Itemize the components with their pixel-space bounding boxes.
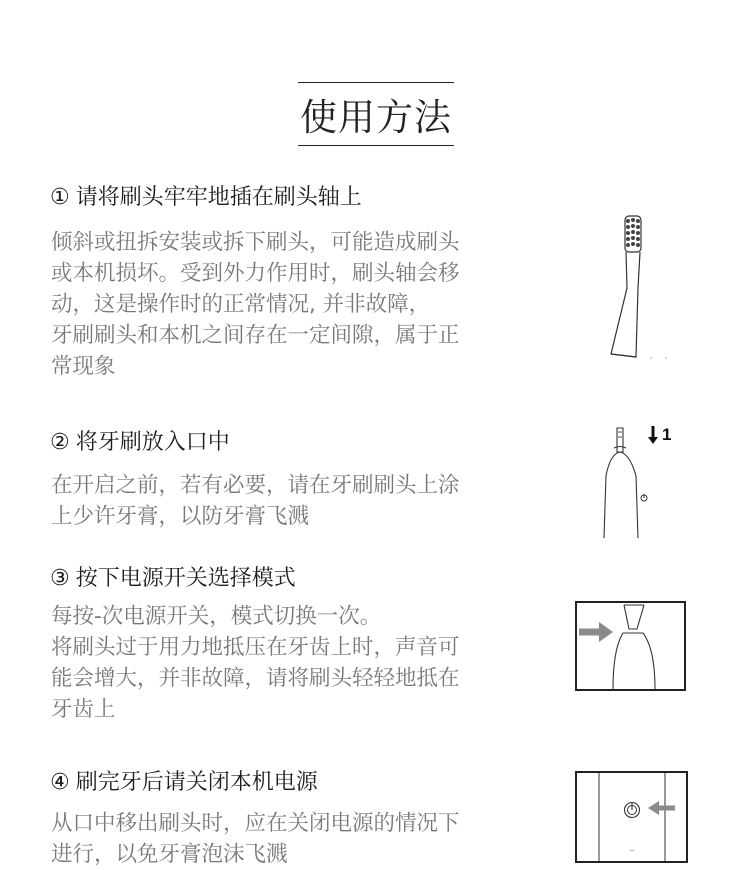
step-3-heading xyxy=(50,561,296,592)
step-4-line: 从口中移出刷头时，应在关闭电源的情况下 xyxy=(51,811,460,836)
step-4-number: ④ xyxy=(50,770,70,795)
step-3-description xyxy=(51,601,556,725)
step-3-line: 将刷头过于用力地抵压在牙齿上时，声音可 xyxy=(51,635,460,660)
step-2-number: ② xyxy=(50,430,70,455)
step-4-title: 刷完牙后请关闭本机电源 xyxy=(75,770,318,795)
page-title: 使用方法 xyxy=(300,96,452,139)
step-1-number: ① xyxy=(50,185,70,210)
arrow-down-icon xyxy=(648,426,658,444)
brush-head-icon xyxy=(596,208,686,368)
step-4-heading xyxy=(50,765,318,796)
step-3-title: 按下电源开关选择模式 xyxy=(75,566,296,591)
step-3-number: ③ xyxy=(50,566,70,591)
step-2-heading xyxy=(50,425,230,456)
step-3-line: 能会增大，并非故障，请将刷头轻轻地抵在 xyxy=(51,666,460,691)
brush-head-illustration xyxy=(596,208,686,368)
power-off-illustration xyxy=(575,771,689,865)
step-1-line: 或本机损坏。受到外力作用时，刷头轴会移 xyxy=(51,261,460,286)
step-4-line: 进行，以免牙膏泡沫飞溅 xyxy=(51,842,288,867)
step-1-description xyxy=(51,227,556,382)
step-3-line: 每按-次电源开关，模式切换一次。 xyxy=(51,604,382,629)
title-box xyxy=(298,82,454,146)
toothbrush-top-icon xyxy=(596,418,686,540)
step-2-line: 在开启之前，若有必要，请在牙刷刷头上涂 xyxy=(51,473,460,498)
mode-switch-illustration xyxy=(575,601,687,693)
step-3-line: 牙齿上 xyxy=(51,697,116,722)
step-2-line: 上少许牙膏，以防牙膏飞溅 xyxy=(51,504,310,529)
step-1-line: 动，这是操作时的正常情况, 并非故障， xyxy=(51,292,431,317)
step-1-line: 牙刷刷头和本机之间存在一定间隙，属于正 xyxy=(51,323,460,348)
step-2-description xyxy=(51,470,556,532)
step-1-line: 倾斜或扭拆安装或拆下刷头，可能造成刷头 xyxy=(51,230,460,255)
step-2-illustration-label: 1 xyxy=(662,425,672,444)
step-4-description xyxy=(51,808,556,870)
step-1-title: 请将刷头牢牢地插在刷头轴上 xyxy=(75,185,362,210)
toothbrush-top-illustration xyxy=(596,418,686,540)
step-2-title: 将牙刷放入口中 xyxy=(75,430,230,455)
step-1-line: 常现象 xyxy=(51,354,116,379)
step-1-heading xyxy=(50,180,362,211)
